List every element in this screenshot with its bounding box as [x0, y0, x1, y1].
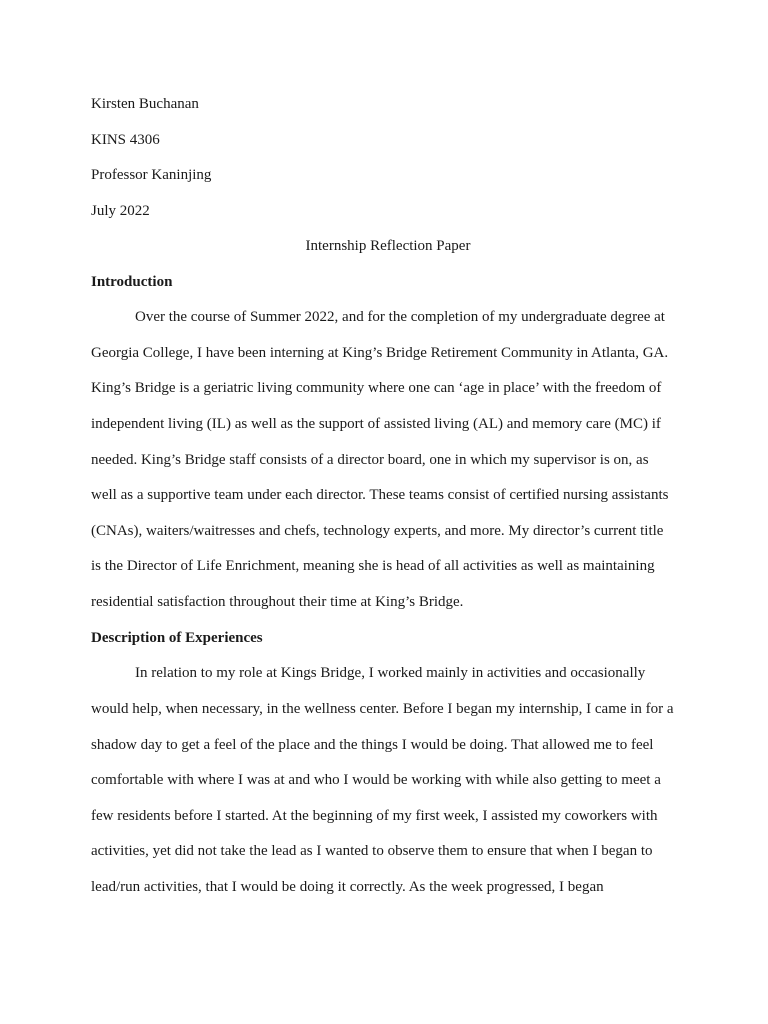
paragraph-line: independent living (IL) as well as the support of assisted living (AL) and memory care (MC) if — [91, 416, 661, 432]
section-heading-description-of-experiences: Description of Experiences — [91, 630, 263, 646]
paragraph-line: needed. King’s Bridge staff consists of a director board, one in which my supervisor is on, as — [91, 452, 649, 468]
paper-title: Internship Reflection Paper — [305, 238, 471, 254]
paragraph-line: well as a supportive team under each director. These teams consist of certified nursing assistants — [91, 487, 669, 503]
paragraph-line: Georgia College, I have been interning at King’s Bridge Retirement Community in Atlanta, GA. — [91, 345, 669, 361]
paragraph-line: few residents before I started. At the beginning of my first week, I assisted my coworkers with — [91, 808, 658, 824]
paragraph-line: In relation to my role at Kings Bridge, I worked mainly in activities and occasionally — [135, 665, 646, 681]
section-heading-introduction: Introduction — [91, 274, 173, 290]
paragraph-line: (CNAs), waiters/waitresses and chefs, technology experts, and more. My director’s current title — [91, 523, 664, 539]
professor-name: Professor Kaninjing — [91, 167, 212, 183]
paragraph-line: shadow day to get a feel of the place and the things I would be doing. That allowed me to feel — [91, 737, 654, 753]
paragraph-line: is the Director of Life Enrichment, meaning she is head of all activities as well as maintaining — [91, 558, 655, 574]
paragraph-line: would help, when necessary, in the wellness center. Before I began my internship, I came in for a — [91, 701, 674, 717]
paragraph-line: Over the course of Summer 2022, and for the completion of my undergraduate degree at — [135, 309, 665, 325]
paper-date: July 2022 — [91, 203, 150, 219]
course-code: KINS 4306 — [91, 132, 160, 148]
author-name: Kirsten Buchanan — [91, 96, 199, 112]
paragraph-line: residential satisfaction throughout their time at King’s Bridge. — [91, 594, 464, 610]
paragraph-line: comfortable with where I was at and who I would be working with while also getting to meet a — [91, 772, 661, 788]
paragraph-line: activities, yet did not take the lead as I wanted to observe them to ensure that when I began to — [91, 843, 653, 859]
paragraph-line: lead/run activities, that I would be doing it correctly. As the week progressed, I began — [91, 879, 604, 895]
paragraph-line: King’s Bridge is a geriatric living community where one can ‘age in place’ with the freedom of — [91, 380, 662, 396]
